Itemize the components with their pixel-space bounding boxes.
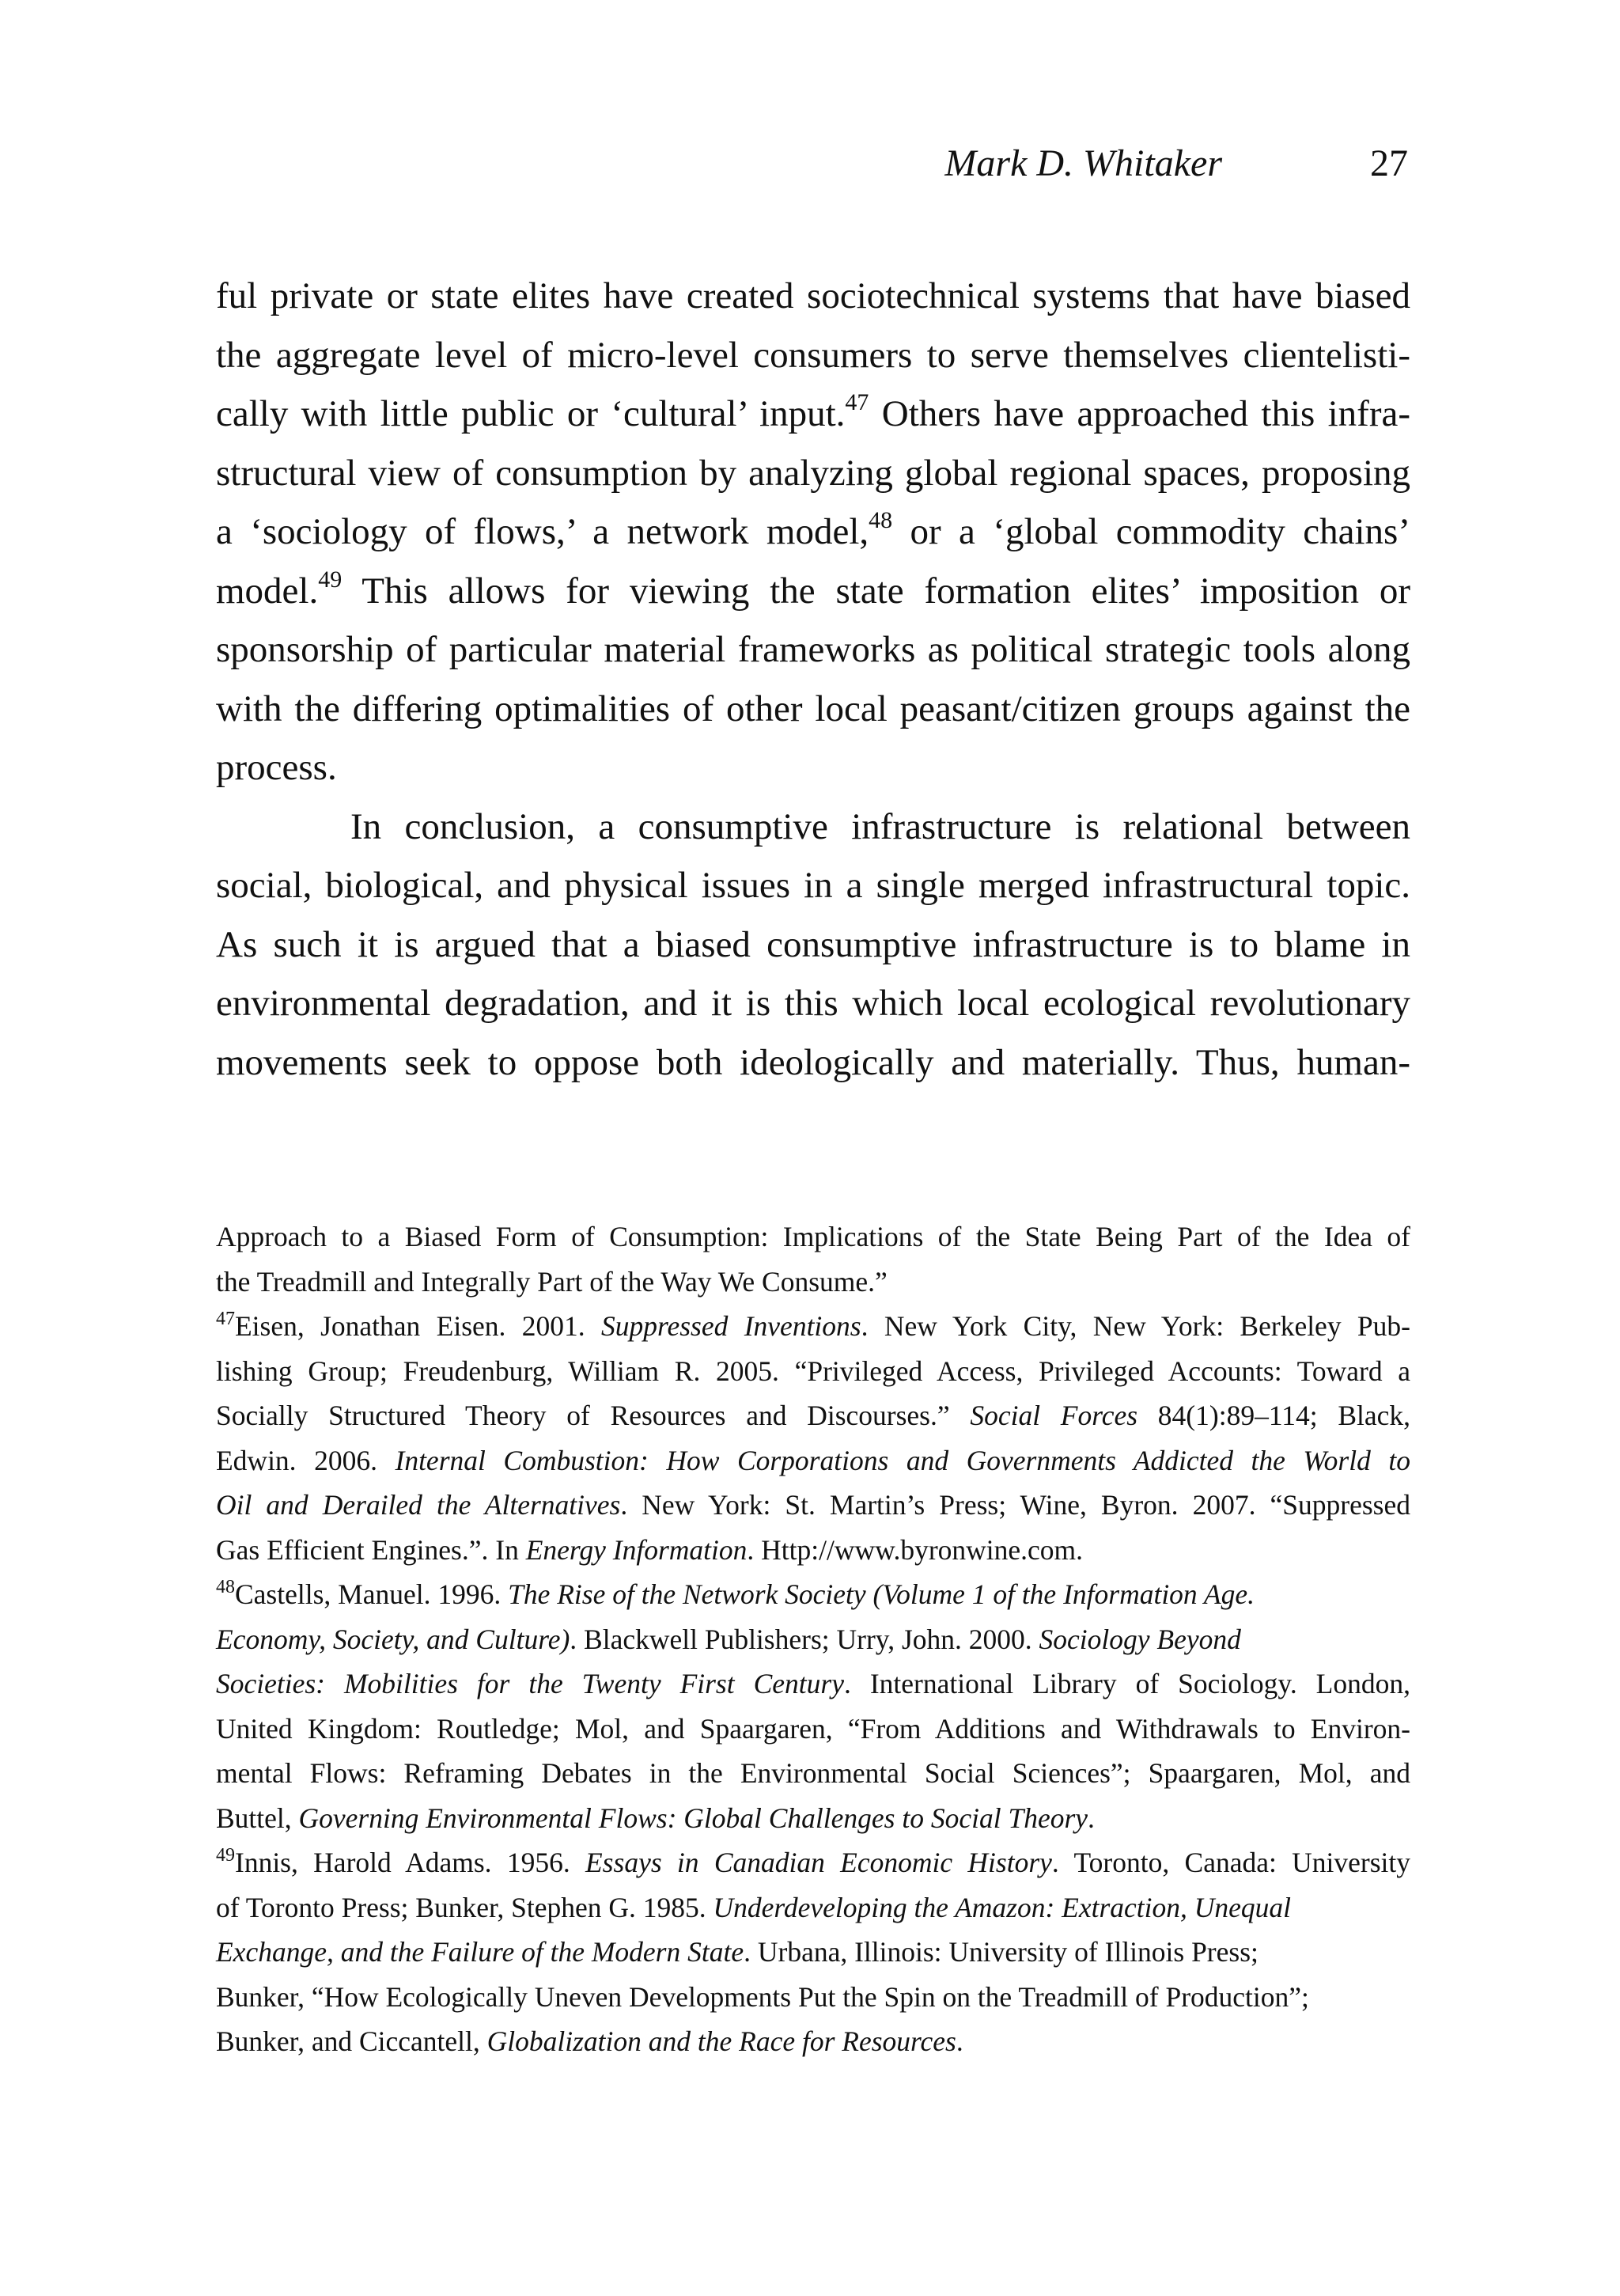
body-line: environmental degradation, and it is this which local ecological revolutionary bbox=[216, 983, 1410, 1024]
body-line: As such it is argued that a biased consumptive infrastructure is to blame in bbox=[216, 923, 1410, 965]
page-header bbox=[933, 136, 1408, 191]
footnote-ref-48: 48 bbox=[869, 507, 893, 533]
body-line: sponsorship of particular material frameworks as political strategic tools along bbox=[216, 629, 1410, 670]
body-line: social, biological, and physical issues in a single merged infrastructural topic. bbox=[216, 865, 1410, 906]
footnotes bbox=[216, 1214, 1410, 2064]
body-text bbox=[216, 267, 1410, 1092]
paragraph-start: In conclusion, a consumptive infrastructure is relational between bbox=[350, 805, 1410, 847]
footnote-number: 47 bbox=[216, 1309, 235, 1329]
footnote-ref-47: 47 bbox=[845, 389, 869, 415]
page-number: 27 bbox=[1370, 142, 1408, 184]
footnote-49: $^{49}$Innis, Harold Adams. 1956. Essays in Canadian Economic History. Toronto, Canada: University of Toronto Press; Bunker, Stephen G. 1985. Underdeveloping the Amazon: Extraction, Unequal Exchange, and the Failure of the Modern State. Urbana, Illinois: University of Illinois Press; Bunker, “How Ecologically Uneven Developments Put the Spin on the Treadmill of Production”; Bunker, and Ciccantell, Globalization and the Race for Resources. bbox=[216, 1845, 1410, 2057]
footnote-number: 49 bbox=[216, 1845, 235, 1866]
body-line: cally with little public or ‘cultural’ input.$^{47}$ Others have approached this infra- bbox=[216, 389, 1410, 434]
body-line: a ‘sociology of flows,’ a network model,$^{48}$ or a ‘global commodity chains’ bbox=[216, 507, 1410, 552]
body-line: ful private or state elites have created sociotechnical systems that have biased bbox=[216, 275, 1410, 316]
body-line: process. bbox=[216, 747, 337, 788]
footnote-ref-49: 49 bbox=[318, 566, 343, 593]
body-line: model.$^{49}$ This allows for viewing the state formation elites’ imposition or bbox=[216, 566, 1410, 612]
footnote-48: $^{48}$Castells, Manuel. 1996. The Rise of the Network Society (Volume 1 of the Information Age. Economy, Society, and Culture). Blackwell Publishers; Urry, John. 2000. Sociology Beyond Societies: Mobilities for the Twenty First Century. International Library of Sociology. London, United Kingdom: Routledge; Mol, and Spaargaren, “From Additions and Withdrawals to Environ- mental Flows: Reframing Debates in the Environmental Social Sciences”; Spaargaren, Mol, and Buttel, Governing Environmental Flows: Global Challenges to Social Theory. bbox=[216, 1577, 1410, 1834]
footnote-continuation: Approach to a Biased Form of Consumption: Implications of the State Being Part of the Idea of the Treadmill and Integrally Part of the Way We Consume.” bbox=[216, 1221, 1410, 1298]
body-line: structural view of consumption by analyzing global regional spaces, proposing bbox=[216, 452, 1410, 494]
running-head: Mark D. Whitaker bbox=[944, 142, 1222, 184]
footnote-number: 48 bbox=[216, 1577, 235, 1597]
body-line: the aggregate level of micro-level consumers to serve themselves clientelisti- bbox=[216, 334, 1410, 376]
footnote-47: $^{47}$Eisen, Jonathan Eisen. 2001. Suppressed Inventions. New York City, New York: Berkeley Pub- lishing Group; Freudenburg, William R. 2005. “Privileged Access, Privileged Accounts: Toward a Socially Structured Theory of Resources and Discourses.” Social Forces 84(1):89–114; Black, Edwin. 2006. Internal Combustion: How Corporations and Governments Addicted the World to Oil and Derailed the Alternatives. New York: St. Martin’s Press; Wine, Byron. 2007. “Suppressed Gas Efficient Engines.”. In Energy Information. Http://www.byronwine.com. bbox=[216, 1309, 1411, 1566]
body-line: movements seek to oppose both ideologically and materially. Thus, human- bbox=[216, 1041, 1410, 1083]
body-line: with the differing optimalities of other local peasant/citizen groups against the bbox=[216, 688, 1410, 729]
